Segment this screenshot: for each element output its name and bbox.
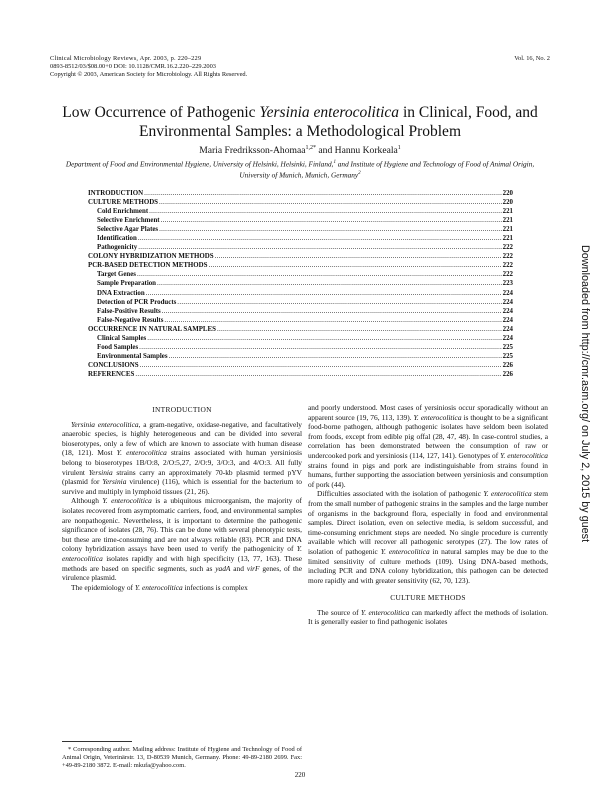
right-column <box>308 403 548 627</box>
toc-leader-dots <box>159 225 502 234</box>
toc-entry-label: REFERENCES <box>88 370 135 378</box>
toc-leader-dots <box>217 325 502 334</box>
intro-paragraph-2: Although Y. enterocolitica is a ubiquitous microorganism, the majority of isolates recovered from asymptomatic carriers, food, and environmental samples are nonpathogenic. Nevertheless, it is important to determine the pathogenic significance of isolates (28, 76). This can be done with several phenotypic tests, but these are time-consuming and are not always reliable (83). PCR and DNA colony hybridization assays have been used to verify the pathogenicity of Y. enterocolitica isolates rapidly and with high specificity (13, 77, 163). These methods are based on specific segments, such as yadA and virF genes, of the virulence plasmid. <box>62 496 302 583</box>
download-watermark: Downloaded from http://cmr.asm.org/ on July 2, 2015 by guest <box>579 245 591 543</box>
intro-paragraph-4: Difficulties associated with the isolation of pathogenic Y. enterocolitica stem from the small number of pathogenic strains in the samples and the large number of organisms in the background flora, especially in food and environmental samples. Direct isolation, even on selective media, is seldom successful, and time-consuming enrichment steps are needed. No single procedure is currently available which will recover all pathogenic serotypes (27). The low rates of isolation of pathogenic Y. enterocolitica in natural samples may be due to the limited sensitivity of culture methods (109). Using DNA-based methods, including PCR and DNA colony hybridization, this pathogen can be detected more rapidly and with greater sensitivity (62, 70, 123). <box>308 489 548 585</box>
footnote-rule <box>62 741 132 742</box>
toc-entry-page: 222 <box>502 262 513 270</box>
toc-leader-dots <box>147 334 501 343</box>
toc-entry <box>88 343 513 352</box>
toc-entry <box>88 370 513 379</box>
toc-entry <box>88 252 513 261</box>
toc-leader-dots <box>159 198 502 207</box>
toc-entry-page: 221 <box>502 217 513 225</box>
toc-entry-label: CONCLUSIONS <box>88 361 139 369</box>
toc-entry <box>88 352 513 361</box>
running-header-left <box>50 55 247 80</box>
intro-paragraph-continued: and poorly understood. Most cases of yersiniosis occur sporadically without an apparent source (19, 76, 113, 139). Y. enterocolitica is thought to be a significant food-borne pathogen, although pathogenic isolates have seldom been isolated from foods, except from edible pig offal (28, 47, 48). In case-control studies, a correlation has been demonstrated between the consumption of raw or undercooked pork and yersiniosis (114, 127, 141). Genotypes of Y. enterocolitica strains found in pigs and pork are indistinguishable from strains found in humans, further supporting the association between yersiniosis and consumption of pork (44). <box>308 403 548 489</box>
toc-leader-dots <box>144 189 502 198</box>
toc-entry-page: 221 <box>502 226 513 234</box>
section-heading-culture-methods: CULTURE METHODS <box>390 593 466 603</box>
toc-entry-page: 224 <box>502 289 513 297</box>
toc-entry <box>88 198 513 207</box>
toc-entry-label: False-Positive Results <box>97 307 161 315</box>
toc-entry-label: COLONY HYBRIDIZATION METHODS <box>88 253 214 261</box>
author-1: Maria Fredriksson-Ahomaa <box>199 145 306 157</box>
toc-entry-page: 226 <box>502 361 513 369</box>
toc-entry-label: CULTURE METHODS <box>88 199 159 207</box>
toc-entry-page: 224 <box>502 307 513 315</box>
toc-leader-dots <box>164 316 501 325</box>
toc-entry-label: Identification <box>97 235 137 243</box>
toc-entry-label: PCR-BASED DETECTION METHODS <box>88 262 208 270</box>
toc-entry-page: 223 <box>502 280 513 288</box>
toc-entry-page: 224 <box>502 334 513 342</box>
toc-leader-dots <box>157 279 502 288</box>
toc-entry <box>88 207 513 216</box>
toc-entry-label: Selective Enrichment <box>97 217 160 225</box>
toc-leader-dots <box>137 270 502 279</box>
toc-leader-dots <box>139 343 501 352</box>
table-of-contents <box>88 189 513 379</box>
toc-entry-page: 224 <box>502 325 513 333</box>
toc-entry <box>88 270 513 279</box>
toc-leader-dots <box>161 216 502 225</box>
toc-entry-label: Environmental Samples <box>97 352 168 360</box>
toc-leader-dots <box>169 352 502 361</box>
toc-entry-label: Cold Enrichment <box>97 208 149 216</box>
toc-entry-label: Target Genes <box>97 271 136 279</box>
toc-entry <box>88 316 513 325</box>
toc-entry <box>88 334 513 343</box>
toc-entry-page: 220 <box>502 190 513 197</box>
toc-entry <box>88 279 513 288</box>
toc-entry-page: 226 <box>502 370 513 378</box>
left-column <box>62 405 302 592</box>
toc-entry-label: False-Negative Results <box>97 316 164 324</box>
article-title: Low Occurrence of Pathogenic Yersinia enterocolitica in Clinical, Food, and Environmental Samples: a Methodological Problem <box>62 104 538 140</box>
affiliations: Department of Food and Environmental Hygiene, University of Helsinki, Helsinki, Finland,$^1$ and Institute of Hygiene and Technology of Food of Animal Origin, University of Munich, Munich, Germany$^2$ <box>65 159 535 180</box>
culture-paragraph-1: The source of Y. enterocolitica can markedly affect the methods of isolation. It is generally easier to find pathogenic isolates <box>308 607 548 627</box>
issn-doi: 0893-8512/03/$08.00+0 DOI: 10.1128/CMR.16.2.220–229.2003 <box>50 63 216 71</box>
toc-leader-dots <box>149 207 502 216</box>
toc-entry <box>88 189 513 198</box>
toc-entry <box>88 307 513 316</box>
toc-entry <box>88 289 513 298</box>
toc-entry <box>88 216 513 225</box>
toc-leader-dots <box>215 252 502 261</box>
toc-entry-label: Selective Agar Plates <box>97 226 159 234</box>
toc-leader-dots <box>208 261 501 270</box>
author-2: Hannu Korkeala <box>334 145 398 157</box>
toc-leader-dots <box>138 243 501 252</box>
toc-leader-dots <box>138 234 502 243</box>
toc-entry <box>88 225 513 234</box>
toc-entry-page: 221 <box>502 208 513 216</box>
toc-entry <box>88 361 513 370</box>
toc-entry-page: 225 <box>502 352 513 360</box>
toc-entry <box>88 261 513 270</box>
journal-citation: Clinical Microbiology Reviews, Apr. 2003, p. 220–229 <box>50 55 202 62</box>
toc-entry <box>88 298 513 307</box>
toc-entry-page: 221 <box>502 235 513 243</box>
intro-paragraph-3: The epidemiology of Y. enterocolitica infections is complex <box>71 582 248 592</box>
toc-entry <box>88 325 513 334</box>
copyright-line: Copyright © 2003, American Society for Microbiology. All Rights Reserved. <box>50 71 248 79</box>
toc-entry-label: DNA Extraction <box>97 289 145 297</box>
toc-entry-label: Pathogenicity <box>97 244 138 252</box>
toc-entry-page: 222 <box>502 253 513 261</box>
toc-entry-page: 220 <box>502 199 513 207</box>
toc-entry-label: Detection of PCR Products <box>97 298 177 306</box>
toc-entry-page: 222 <box>502 244 513 252</box>
toc-leader-dots <box>162 307 502 316</box>
volume-number: Vol. 16, No. 2 <box>514 55 550 62</box>
toc-leader-dots <box>146 289 502 298</box>
title-species: Yersinia enterocolitica <box>259 104 400 121</box>
toc-entry-page: 224 <box>502 298 513 306</box>
toc-entry-page: 225 <box>502 343 513 351</box>
toc-leader-dots <box>140 361 502 370</box>
toc-leader-dots <box>135 370 501 379</box>
toc-entry-label: Clinical Samples <box>97 334 147 342</box>
toc-entry-page: 222 <box>502 271 513 279</box>
author-line: Maria Fredriksson-Ahomaa$^{1,2*}$ and Hannu Korkeala$^1$ <box>199 145 401 157</box>
toc-entry <box>88 234 513 243</box>
toc-entry-label: Sample Preparation <box>97 280 157 288</box>
toc-entry-label: Food Samples <box>97 343 139 351</box>
section-heading-introduction: INTRODUCTION <box>152 405 212 414</box>
toc-entry-page: 224 <box>502 316 513 324</box>
intro-paragraph-1: Yersinia enterocolitica, a gram-negative, oxidase-negative, and facultatively anaerobic species, is highly heterogeneous and can be divided into several bioserotypes, only a few of which are known to associate with human disease (18, 121). Most Y. enterocolitica strains associated with human yersiniosis belong to bioserotypes 1B/O:8, 2/O:5,27, 2/O:9, 3/O:3, and 4/O:3. All fully virulent Yersinia strains carry an approximately 70-kb plasmid termed pYV (plasmid for Yersinia virulence) (116), which is essential for the bacterium to survive and multiply in lymphoid tissues (21, 26). <box>62 419 302 496</box>
toc-entry-label: INTRODUCTION <box>88 190 144 197</box>
page-number: 220 <box>294 771 306 779</box>
toc-entry-label: OCCURRENCE IN NATURAL SAMPLES <box>88 325 216 333</box>
corresponding-author-footnote: * Corresponding author. Mailing address: Institute of Hygiene and Technology of Food of Animal Origin, Veterinärstr. 13, D-80539 Munich, Germany. Phone: 49-89-2180 2699. Fax: +49-89-2180 3872. E-mail: mkufa@yahoo.com. <box>62 746 302 770</box>
toc-entry <box>88 243 513 252</box>
toc-leader-dots <box>177 298 501 307</box>
